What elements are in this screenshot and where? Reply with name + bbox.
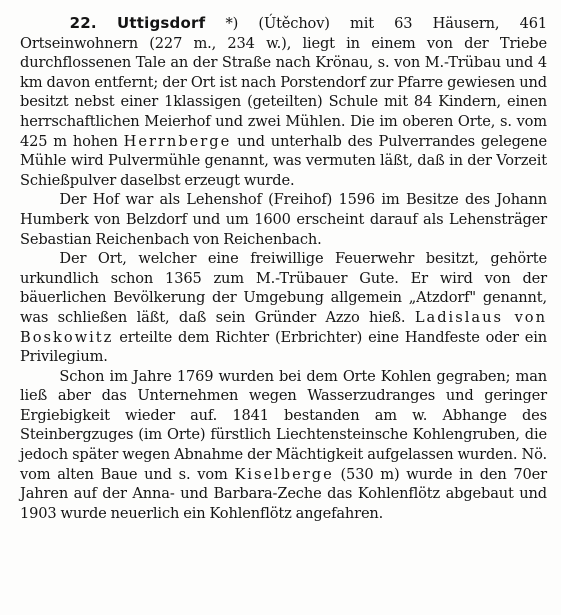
- paragraph-4: [20, 367, 547, 524]
- paragraph-1: [20, 14, 547, 190]
- paragraph-4-text-end: (530 m) wurde in den 70er Jahren auf der Anna- und Barbara-Zeche das Kohlenflötz abgebaut und 1903 wurde neuerlich ein Kohlenflötz angefahren.: [20, 465, 547, 522]
- paragraph-4-text: Schon im Jahre 1769 wurden bei dem Orte Kohlen gegraben; man ließ aber das Unternehmen wegen Wasserzudranges und geringer Ergiebigkeit wieder auf. 1841 bestanden am w. Abhange des Steinbergzuges (im Orte) fürstlich Liechtensteinsche Kohlengruben, die jedoch später wegen Abnahme der Mächtigkeit aufgelassen wurden. Nö. vom alten Baue und s. vom: [20, 367, 547, 483]
- paragraph-3: [20, 249, 547, 367]
- paragraph-2: [20, 190, 547, 249]
- entry-title: Uttigsdorf: [117, 14, 206, 32]
- entry-number: 22.: [69, 14, 97, 32]
- paragraph-3-spaced-name: Ladislaus von Boskowitz: [20, 308, 547, 346]
- paragraph-4-spaced-name: Kiselberge: [234, 465, 334, 483]
- paragraph-1-spaced-name: Herrnberge: [123, 132, 232, 150]
- paragraph-1-text-end: und unterhalb des Pulverrandes gelegene Mühle wird Pulvermühle genannt, was vermuten läßt, daß in der Vorzeit Schießpulver daselbst erzeugt wurde.: [20, 132, 547, 189]
- paragraph-1-text: *) (Útěchov) mit 63 Häusern, 461 Ortseinwohnern (227 m., 234 w.), liegt in einem von der Triebe durchflossenen Tale an der Straße nach Krönau, s. von M.-Trübau und 4 km davon entfernt; der Ort ist nach Porstendorf zur Pfarre gewiesen und besitzt nebst einer 1klassigen (geteilten) Schule mit 84 Kindern, einen herrschaftlichen Meierhof und zwei Mühlen. Die im oberen Orte, s. vom 425 m hohen: [20, 15, 547, 150]
- paragraph-3-text-end: erteilte dem Richter (Erbrichter) eine Handfeste oder ein Privilegium.: [20, 328, 547, 366]
- paragraph-2-text: Der Hof war als Lehenshof (Freihof) 1596 im Besitze des Johann Humberk von Belzdorf und um 1600 erscheint darauf als Lehensträger Sebastian Reichenbach von Reichenbach.: [20, 191, 547, 248]
- paragraph-3-text: Der Ort, welcher eine freiwillige Feuerwehr besitzt, gehörte urkundlich schon 1365 zum M.-Trübauer Gute. Er wird von der bäuerlichen Bevölkerung der Umgebung allgemein „Atzdorf" genannt, was schließen läßt, daß sein Gründer Azzo hieß.: [20, 250, 547, 326]
